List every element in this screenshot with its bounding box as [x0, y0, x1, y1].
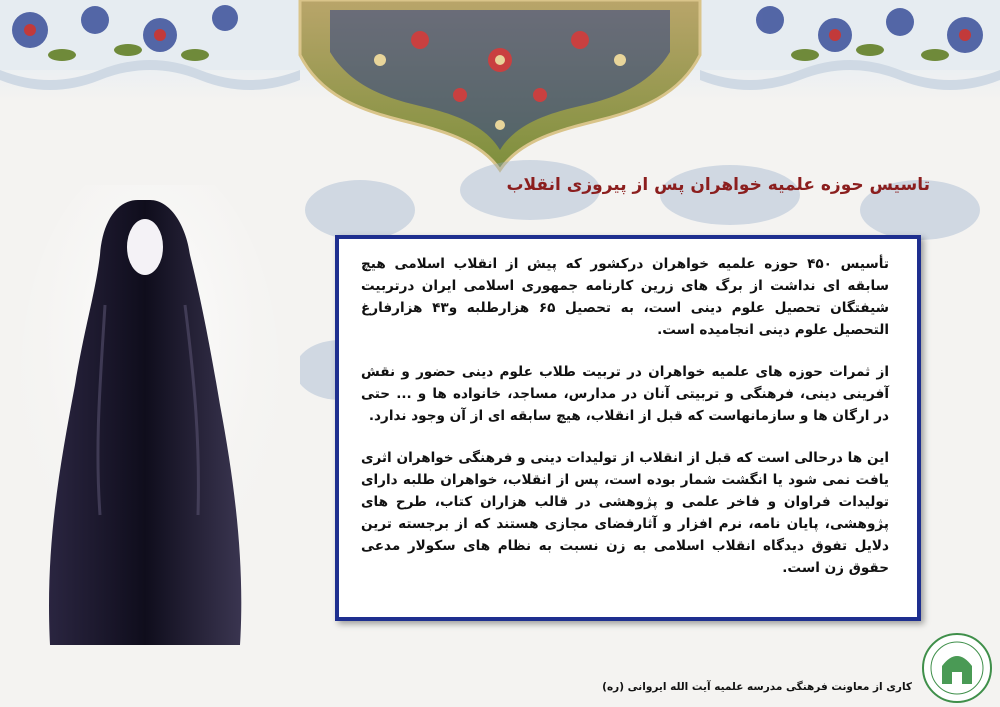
arabesque-ornament — [0, 0, 1000, 175]
veiled-figure-illustration — [20, 185, 330, 685]
paragraph-1: تأسیس ۴۵۰ حوزه علمیه خواهران درکشور که پیش از انقلاب اسلامی هیچ سابقه ای نداشت از برگ های زرین کارنامه جمهوری اسلامی ایران درتربیت شیفتگان تحصیل علوم دینی است، به تحصیل ۶۵ هزارطلبه و۴۳ هزارفارغ التحصیل علوم دینی انجامیده است. — [361, 256, 889, 338]
school-logo — [918, 632, 996, 704]
paragraph-3: این ها درحالی است که قبل از انقلاب از تولیدات دینی و فرهنگی خواهران اثری یافت نمی شود یا انگشت شمار بوده است، پس از انقلاب، خواهران طلبه دارای تولیدات فراوان و فاخر علمی و پژوهشی در قالب هزاران کتاب، طرح های پژوهشی، پایان نامه، نرم افزار و آثارفضای مجازی هستند که از برجسته ترین دلایل تفوق دیدگاه انقلاب اسلامی به زن نسبت به نظام های سکولار مدعی حقوق زن است. — [361, 450, 889, 576]
paragraph-2: از ثمرات حوزه های علمیه خواهران در تربیت طلاب علوم دینی حضور و نقش آفرینی دینی، فرهنگی و تربیتی آنان در مدارس، مساجد، خانواده ها و ... حتی در ارگان ها و سازمانهاست که قبل از انقلاب، هیچ سابقه ای از آن وجود ندارد. — [361, 364, 889, 424]
content-box — [335, 235, 921, 621]
footer-credit: کاری از معاونت فرهنگی مدرسه علمیه آیت الله ایروانی (ره) — [602, 681, 912, 693]
page-title: تاسیس حوزه علمیه خواهران پس از پیروزی انقلاب — [506, 175, 930, 195]
